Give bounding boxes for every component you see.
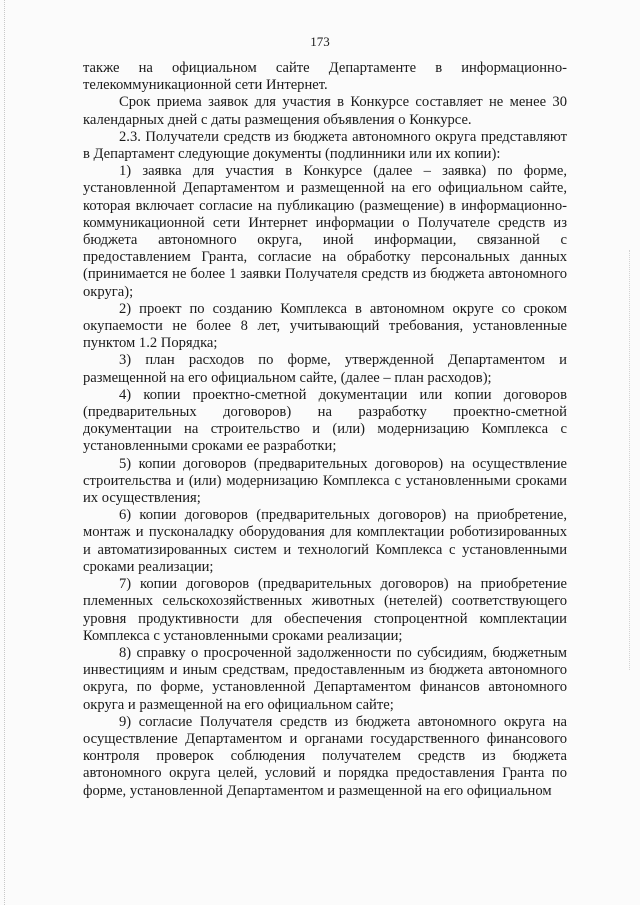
list-item-6-equipment-contracts: 6) копии договоров (предварительных договоров) на приобретение, монтаж и пусконаладку оборудования для комплектации роботизированных и автоматизированных систем и технологий Комплекса с установленными сроками реализации; <box>83 507 567 575</box>
list-item-9-audit-consent: 9) согласие Получателя средств из бюджета автономного округа на осуществление Департаментом и органами государственного финансового контроля проверок соблюдения получателем средств из бюджета автономного округа целей, условий и порядка предоставления Гранта по форме, установленной Департаментом и размещенной на его официальном <box>83 713 567 799</box>
list-item-2-project: 2) проект по созданию Комплекса в автономном округе со сроком окупаемости не более 8 лет, учитывающий требования, установленные пунктом 1.2 Порядка; <box>83 300 567 352</box>
document-body <box>83 60 567 800</box>
paragraph-section-2-3: 2.3. Получатели средств из бюджета автономного округа представляют в Департамент следующие документы (подлинники или их копии): <box>83 128 567 163</box>
scan-right-specks <box>626 250 630 670</box>
paragraph-application-period: Срок приема заявок для участия в Конкурсе составляет не менее 30 календарных дней с даты размещения объявления о Конкурсе. <box>83 94 567 128</box>
paragraph-website-reference: также на официальном сайте Департаменте в информационно-телекоммуникационной сети Интернет. <box>83 60 567 94</box>
page-number: 173 <box>310 34 330 49</box>
list-item-4-design-docs: 4) копии проектно-сметной документации или копии договоров (предварительных договоров) на разработку проектно-сметной документации на строительство и (или) модернизацию Комплекса с установленными сроками ее разработки; <box>83 386 567 455</box>
list-item-8-debt-certificate: 8) справку о просроченной задолженности по субсидиям, бюджетным инвестициям и иным средствам, предоставленным из бюджета автономного округа, по форме, установленной Департаментом финансов автономного округа и размещенной на его официальном сайте; <box>83 644 567 713</box>
list-item-5-construction-contracts: 5) копии договоров (предварительных договоров) на осуществление строительства и (или) модернизацию Комплекса с установленными сроками их осуществления; <box>83 455 567 507</box>
list-item-7-livestock-contracts: 7) копии договоров (предварительных договоров) на приобретение племенных сельскохозяйственных животных (нетелей) соответствующего уровня продуктивности для обеспечения стопроцентной комплектации Комплекса с установленными сроками реализации; <box>83 576 567 644</box>
list-item-3-expense-plan: 3) план расходов по форме, утвержденной Департаментом и размещенной на его официальном сайте, (далее – план расходов); <box>83 352 567 386</box>
scan-margin-specks <box>4 0 9 905</box>
list-item-1-application: 1) заявка для участия в Конкурсе (далее – заявка) по форме, установленной Департаментом и размещенной на его официальном сайте, которая включает согласие на публикацию (размещение) в информационно-коммуникационной сети Интернет информации о Получателе средств из бюджета автономного округа, иной информации, связанной с предоставлением Гранта, согласие на обработку персональных данных (принимается не более 1 заявки Получателя средств из бюджета автономного округа); <box>83 163 567 300</box>
